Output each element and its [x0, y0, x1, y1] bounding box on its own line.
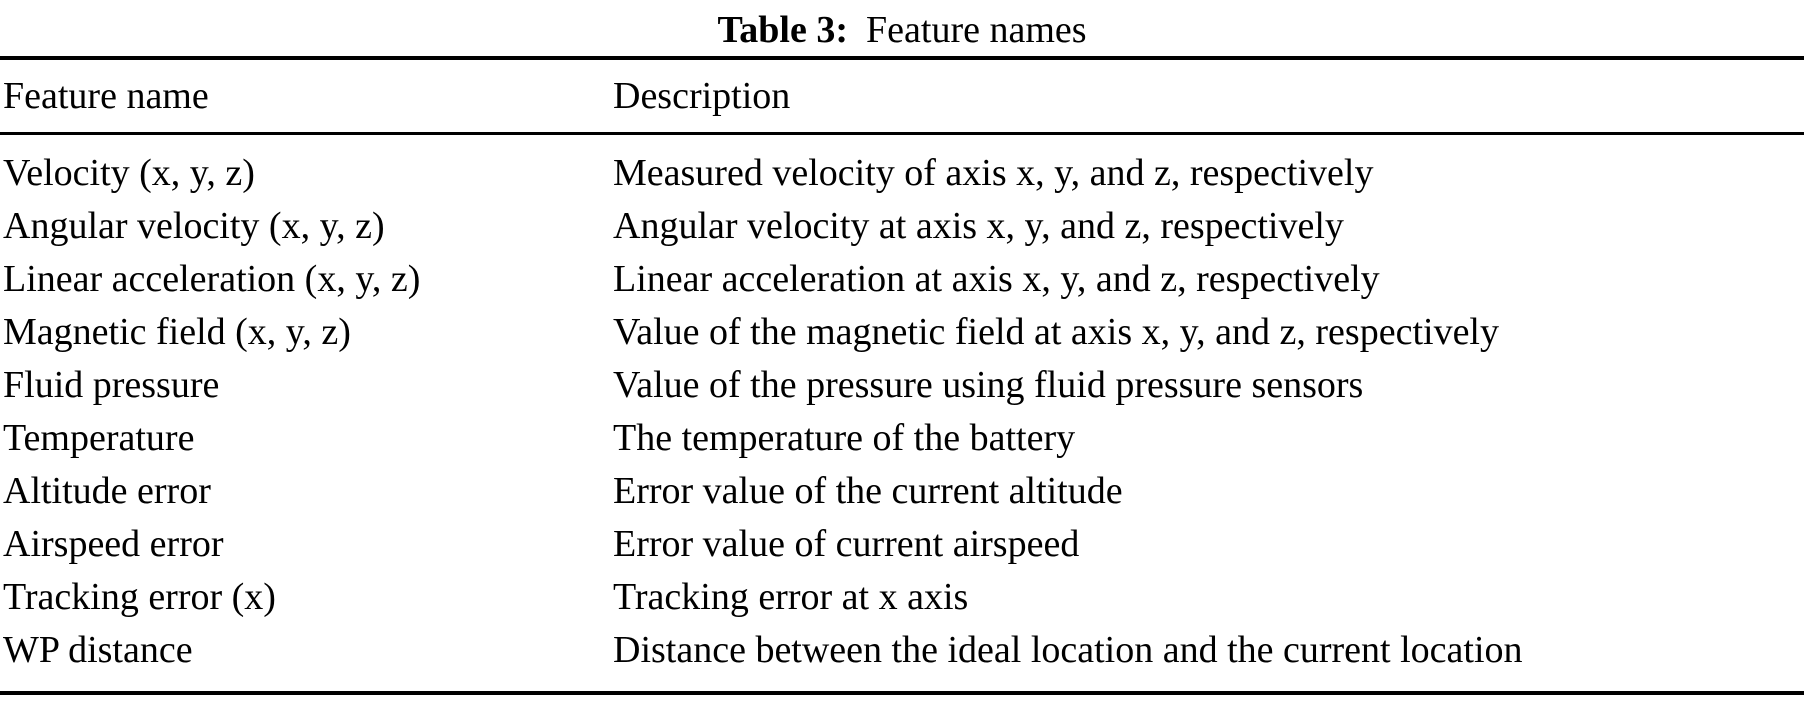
- feature-cell: Fluid pressure: [3, 364, 220, 406]
- table-row: [0, 465, 1804, 518]
- feature-cell: Tracking error (x): [3, 576, 276, 618]
- description-cell: Measured velocity of axis x, y, and z, respectively: [613, 152, 1374, 194]
- description-cell: Value of the magnetic field at axis x, y, and z, respectively: [613, 311, 1499, 353]
- feature-cell: Linear acceleration (x, y, z): [3, 258, 421, 300]
- feature-cell: Magnetic field (x, y, z): [3, 311, 351, 353]
- table-row: [0, 306, 1804, 359]
- column-header-feature-name: Feature name: [3, 75, 209, 117]
- feature-cell: Airspeed error: [3, 523, 224, 565]
- table-caption: [0, 0, 1804, 56]
- table-row: [0, 571, 1804, 624]
- table-caption-label: Table 3:: [717, 9, 849, 51]
- description-cell: Value of the pressure using fluid pressure sensors: [613, 364, 1364, 406]
- feature-cell: Angular velocity (x, y, z): [3, 205, 385, 247]
- description-cell: The temperature of the battery: [613, 417, 1076, 459]
- feature-cell: Altitude error: [3, 470, 211, 512]
- table-caption-title: Feature names: [866, 9, 1087, 51]
- bottom-rule: [0, 691, 1804, 695]
- description-cell: Tracking error at x axis: [613, 576, 969, 618]
- table-row: [0, 624, 1804, 677]
- table-row: [0, 200, 1804, 253]
- table-header-row: [0, 60, 1804, 132]
- description-cell: Error value of current airspeed: [613, 523, 1080, 565]
- table-row: [0, 253, 1804, 306]
- column-header-description: Description: [613, 75, 791, 117]
- description-cell: Angular velocity at axis x, y, and z, respectively: [613, 205, 1344, 247]
- description-cell: Error value of the current altitude: [613, 470, 1123, 512]
- feature-cell: Velocity (x, y, z): [3, 152, 255, 194]
- table-row: [0, 147, 1804, 200]
- description-cell: Distance between the ideal location and the current location: [613, 629, 1523, 671]
- feature-cell: WP distance: [3, 629, 193, 671]
- table-row: [0, 412, 1804, 465]
- table-row: [0, 359, 1804, 412]
- description-cell: Linear acceleration at axis x, y, and z, respectively: [613, 258, 1380, 300]
- table-row: [0, 518, 1804, 571]
- feature-cell: Temperature: [3, 417, 195, 459]
- table-body: [0, 135, 1804, 691]
